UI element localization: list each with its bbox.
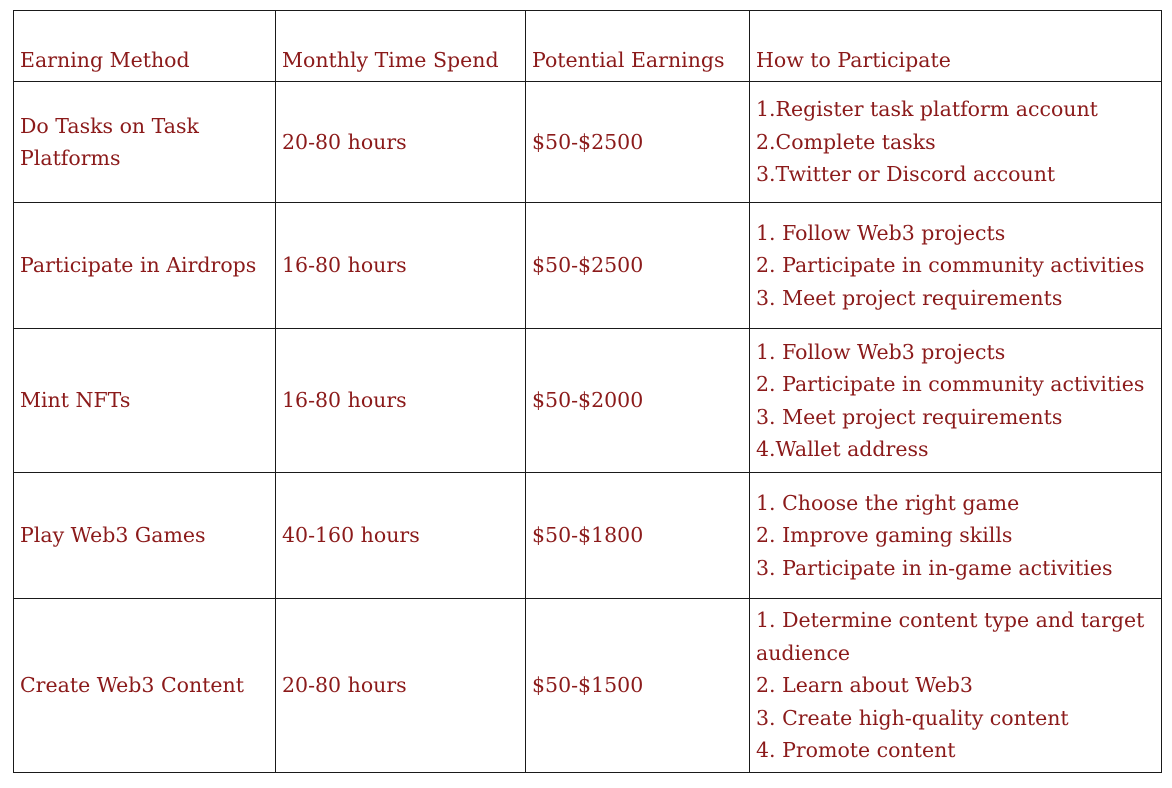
header-row (14, 11, 1162, 82)
header-how-to-participate: How to Participate (750, 11, 1162, 82)
step-item: 1. Follow Web3 projects (756, 339, 1006, 364)
step-item: 3. Participate in in-game activities (756, 555, 1113, 580)
earnings-cell: $50-$1800 (526, 473, 750, 599)
step-item: 2. Participate in community activities (756, 253, 1145, 278)
steps-cell (750, 203, 1162, 329)
method-cell: Do Tasks on Task Platforms (14, 82, 276, 203)
step-item: 3. Create high-quality content (756, 705, 1069, 730)
header-monthly-time: Monthly Time Spend (276, 11, 526, 82)
method-cell: Play Web3 Games (14, 473, 276, 599)
step-item: 2.Complete tasks (756, 129, 936, 154)
method-cell: Mint NFTs (14, 329, 276, 473)
table-row (14, 329, 1162, 473)
steps-cell (750, 82, 1162, 203)
earnings-cell: $50-$2500 (526, 203, 750, 329)
step-item: 4.Wallet address (756, 437, 929, 461)
step-item: 1. Follow Web3 projects (756, 220, 1006, 245)
step-item: 3. Meet project requirements (756, 285, 1063, 310)
steps-cell (750, 329, 1162, 473)
earnings-cell: $50-$1500 (526, 599, 750, 773)
step-item: 2. Learn about Web3 (756, 673, 973, 698)
step-item: 3. Meet project requirements (756, 404, 1063, 429)
time-cell: 16-80 hours (276, 203, 526, 329)
steps-cell (750, 473, 1162, 599)
time-cell: 16-80 hours (276, 329, 526, 473)
time-cell: 20-80 hours (276, 82, 526, 203)
step-item: 2. Improve gaming skills (756, 523, 1013, 548)
step-item: 4. Promote content (756, 738, 956, 763)
table-row (14, 82, 1162, 203)
step-item: 1. Choose the right game (756, 490, 1020, 515)
earnings-cell: $50-$2000 (526, 329, 750, 473)
header-earning-method: Earning Method (14, 11, 276, 82)
time-cell: 40-160 hours (276, 473, 526, 599)
steps-cell (750, 599, 1162, 773)
step-item: 1.Register task platform account (756, 97, 1098, 122)
earnings-cell: $50-$2500 (526, 82, 750, 203)
earning-methods-table (13, 10, 1162, 773)
step-item: 1. Determine content type and target audience (756, 608, 1145, 665)
table-row (14, 203, 1162, 329)
method-cell: Participate in Airdrops (14, 203, 276, 329)
step-item: 2. Participate in community activities (756, 372, 1145, 396)
time-cell: 20-80 hours (276, 599, 526, 773)
method-cell: Create Web3 Content (14, 599, 276, 773)
table-row (14, 473, 1162, 599)
step-item: 3.Twitter or Discord account (756, 162, 1056, 187)
header-potential-earnings: Potential Earnings (526, 11, 750, 82)
table-row (14, 599, 1162, 773)
